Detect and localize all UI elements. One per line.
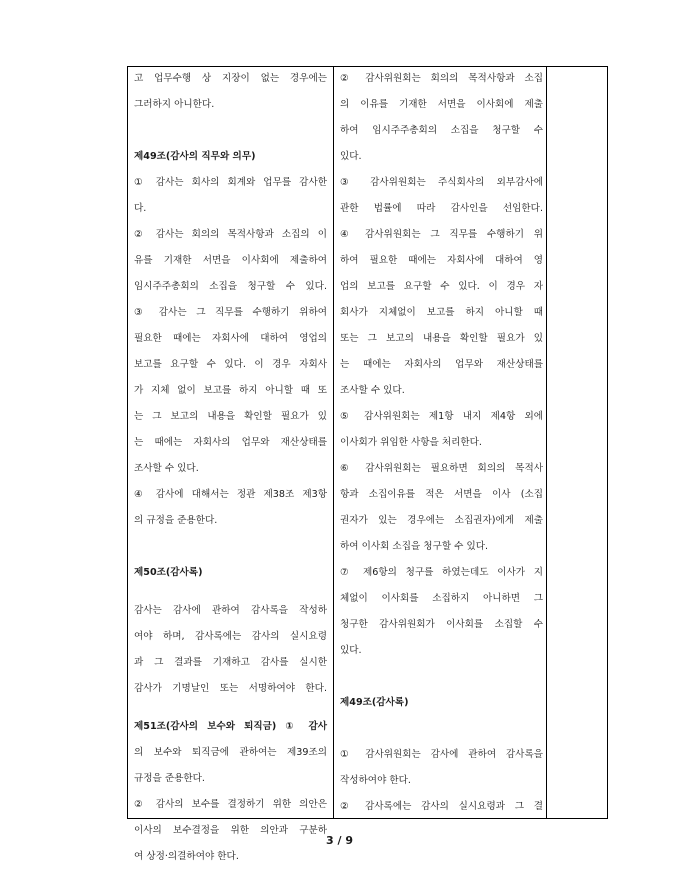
text-line: 규정을 준용한다. <box>134 773 205 784</box>
page-number: 3 / 9 <box>326 834 353 847</box>
article-heading: 제49조(감사록) <box>340 697 409 708</box>
text-line: 다. <box>134 203 147 214</box>
text-line: 있다. <box>340 151 362 162</box>
text-line: 항과 소집이유를 적은 서면을 이사 (소집 <box>340 489 543 500</box>
text-line: ① 감사는 회사의 회계와 업무를 감사한 <box>134 177 327 188</box>
text-line: ① 감사위원회는 감사에 관하여 감사록을 <box>340 749 543 760</box>
text-line: ③ 감사는 그 직무를 수행하기 위하여 <box>134 307 327 318</box>
text-line: 권자가 있는 경우에는 소집권자)에게 제출 <box>340 515 543 526</box>
text-line: 유를 기재한 서면을 이사회에 제출하여 <box>134 255 327 266</box>
text-line: ⑤ 감사위원회는 제1항 내지 제4항 외에 <box>340 411 543 422</box>
text-line: 하여 이사회 소집을 청구할 수 있다. <box>340 541 489 552</box>
text-line: 의 규정을 준용한다. <box>134 515 218 526</box>
text-line: 보고를 요구할 수 있다. 이 경우 자회사 <box>134 359 327 370</box>
text-line: 감사는 감사에 관하여 감사록을 작성하 <box>134 605 327 616</box>
table-column-divider-1 <box>333 66 334 819</box>
text-line: 과 그 결과를 기재하고 감사를 실시한 <box>134 657 327 668</box>
text-line: ④ 감사위원회는 그 직무를 수행하기 위 <box>340 229 543 240</box>
text-line: ② 감사록에는 감사의 실시요령과 그 결 <box>340 801 543 812</box>
spacer <box>134 702 327 714</box>
spacer <box>134 534 327 560</box>
text-line: 청구한 감사위원회가 이사회를 소집할 수 <box>340 619 543 630</box>
spacer <box>340 716 543 742</box>
article-heading: 제49조(감사의 직무와 의무) <box>134 151 256 162</box>
spacer <box>340 664 543 690</box>
text-line: ④ 감사에 대해서는 정관 제38조 제3항 <box>134 489 327 500</box>
text-line: 감사가 기명날인 또는 서명하여야 한다. <box>134 683 327 694</box>
text-line: 업의 보고를 요구할 수 있다. 이 경우 자 <box>340 281 543 292</box>
text-line: 여야 하며, 감사록에는 감사의 실시요령 <box>134 631 327 642</box>
article-heading: 제51조(감사의 보수와 퇴직금) ① 감사 <box>134 721 327 732</box>
text-line: 조사할 수 있다. <box>340 385 405 396</box>
text-line: ② 감사의 보수를 결정하기 위한 의안은 <box>134 799 327 810</box>
text-line: 또는 그 보고의 내용을 확인할 필요가 있 <box>340 333 543 344</box>
text-line: 그러하지 아니한다. <box>134 99 215 110</box>
text-line: 여 상정·의결하여야 한다. <box>134 851 239 862</box>
left-column <box>134 66 327 870</box>
table-border-right <box>607 66 608 819</box>
text-line: 필요한 때에는 자회사에 대하여 영업의 <box>134 333 327 344</box>
text-line: 관한 법률에 따라 감사인을 선임한다. <box>340 203 543 214</box>
text-line: ② 감사는 회의의 목적사항과 소집의 이 <box>134 229 327 240</box>
text-line: 작성하여야 한다. <box>340 775 411 786</box>
text-line: ⑥ 감사위원회는 필요하면 회의의 목적사 <box>340 463 543 474</box>
text-line: 체없이 이사회를 소집하지 아니하면 그 <box>340 593 543 604</box>
text-line: 이사의 보수결정을 위한 의안과 구분하 <box>134 825 327 836</box>
table-border-left <box>127 66 128 819</box>
text-line: 임시주주총회의 소집을 청구할 수 있다. <box>134 281 327 292</box>
text-line: 고 업무수행 상 지장이 없는 경우에는 <box>134 73 327 84</box>
text-line: 하여 임시주주총회의 소집을 청구할 수 <box>340 125 543 136</box>
text-line: 의 이유를 기재한 서면을 이사회에 제출 <box>340 99 543 110</box>
text-line: 이사회가 위임한 사항을 처리한다. <box>340 437 482 448</box>
text-line: 있다. <box>340 645 362 656</box>
text-line: ③ 감사위원회는 주식회사의 외부감사에 <box>340 177 543 188</box>
text-line: 조사할 수 있다. <box>134 463 199 474</box>
text-line: 하여 필요한 때에는 자회사에 대하여 영 <box>340 255 543 266</box>
spacer <box>134 118 327 144</box>
text-line: 는 그 보고의 내용을 확인할 필요가 있 <box>134 411 327 422</box>
text-line: 회사가 지체없이 보고를 하지 아니할 때 <box>340 307 543 318</box>
table-column-divider-2 <box>546 66 547 819</box>
text-line: ② 감사위원회는 회의의 목적사항과 소집 <box>340 73 543 84</box>
text-line: 는 때에는 자회사의 업무와 재산상태를 <box>340 359 543 370</box>
text-line: 가 지체 없이 보고를 하지 아니할 때 또 <box>134 385 327 396</box>
spacer <box>134 586 327 598</box>
middle-column <box>340 66 543 820</box>
text-line: ⑦ 제6항의 청구를 하였는데도 이사가 지 <box>340 567 543 578</box>
text-line: 는 때에는 자회사의 업무와 재산상태를 <box>134 437 327 448</box>
text-line: 의 보수와 퇴직금에 관하여는 제39조의 <box>134 747 327 758</box>
article-heading: 제50조(감사록) <box>134 567 203 578</box>
